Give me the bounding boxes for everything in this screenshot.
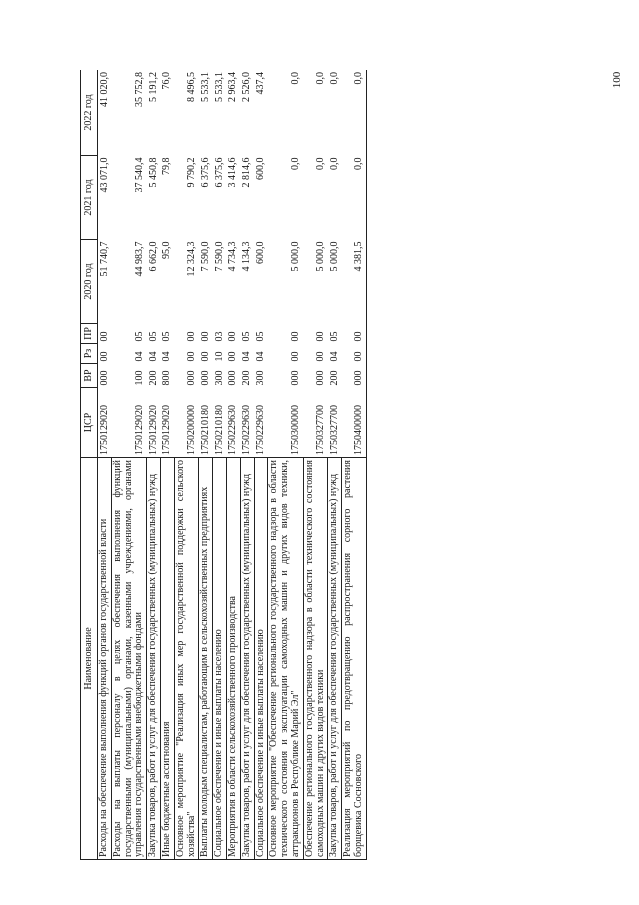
row-pr: 03 xyxy=(213,331,225,342)
row-name: Реализация мероприятий по предотвращению распространения сорного растения борщевика Сосновского xyxy=(342,458,367,860)
rotated-table xyxy=(80,70,610,860)
row-2022: 437,4 xyxy=(254,70,268,156)
row-rz: 04 xyxy=(328,351,340,362)
row-csr: 1750129020 xyxy=(133,405,145,455)
row-2022: 41 020,0 xyxy=(98,70,112,156)
row-2022: 8 496,5 xyxy=(174,70,199,156)
row-rz: 00 xyxy=(227,351,239,362)
row-name: Закупка товаров, работ и услуг для обеспечения государственных (муниципальных) нужд xyxy=(240,458,254,860)
table-row xyxy=(213,70,227,860)
row-name: Расходы на выплаты персоналу в целях обеспечения выполнения функций государственными (муниципальными) органами, казенными учреждениями, органами управления государственными внебюджетными фондами xyxy=(111,458,146,860)
row-2020: 7 590,0 xyxy=(213,241,225,272)
row-name: Закупка товаров, работ и услуг для обеспечения государственных (муниципальных) нужд xyxy=(328,458,342,860)
table-row xyxy=(111,70,146,860)
row-name: Мероприятия в области сельскохозяйственного производства xyxy=(226,458,240,860)
table-row xyxy=(303,70,328,860)
row-name: Обеспечение регионального государственного надзора в области технического состояния самоходных машин и других видов техники xyxy=(303,458,328,860)
row-2020: 4 134,3 xyxy=(241,241,253,272)
row-name: Основное мероприятие "Обеспечение регионального государственного надзора в области технического состояния и эксплуатации самоходных машин и других видов техники, аттракционов в Республике Марий Эл" xyxy=(268,458,303,860)
row-pr: 05 xyxy=(241,331,253,342)
table-row xyxy=(268,70,303,860)
row-csr: 1750300000 xyxy=(290,405,302,455)
row-2020: 4 381,5 xyxy=(342,240,367,324)
row-2020: 6 662,0 xyxy=(147,241,159,272)
row-2022: 5 191,2 xyxy=(147,70,161,156)
row-name: Основное мероприятие "Реализация иных мер государственной поддержки сельского хозяйства" xyxy=(174,458,199,860)
row-name: Расходы на обеспечение выполнения функций органов государственной власти xyxy=(98,458,112,860)
table-header-row xyxy=(81,70,98,860)
row-csr: 1750327700 xyxy=(315,405,327,455)
row-pr: 00 xyxy=(342,324,367,344)
row-2020: 600,0 xyxy=(255,241,267,264)
row-vr: 800 xyxy=(161,370,173,386)
row-csr: 1750129020 xyxy=(161,405,173,455)
row-2020: 5 000,0 xyxy=(328,241,340,272)
row-2022: 0,0 xyxy=(328,70,342,156)
row-2020: 5 000,0 xyxy=(290,241,302,272)
row-2021: 9 790,2 xyxy=(186,157,198,188)
header-2020: 2020 год xyxy=(81,240,98,324)
row-2022: 0,0 xyxy=(303,70,328,156)
budget-table xyxy=(80,70,367,860)
row-vr: 200 xyxy=(241,370,253,386)
row-rz: 04 xyxy=(133,351,145,362)
row-name: Иные бюджетные ассигнования xyxy=(160,458,174,860)
row-csr: 1750400000 xyxy=(342,388,367,458)
row-csr: 1750210180 xyxy=(213,405,225,455)
row-2022: 0,0 xyxy=(342,70,367,156)
row-2021: 0,0 xyxy=(315,157,327,170)
row-2021: 43 071,0 xyxy=(98,157,110,193)
row-2021: 6 375,6 xyxy=(199,157,211,188)
row-vr: 000 xyxy=(98,370,110,386)
header-2021: 2021 год xyxy=(81,156,98,240)
row-2021: 5 450,8 xyxy=(147,157,159,188)
row-vr: 000 xyxy=(342,364,367,388)
row-pr: 00 xyxy=(199,331,211,342)
row-pr: 05 xyxy=(328,331,340,342)
row-2022: 0,0 xyxy=(268,70,303,156)
table-row xyxy=(174,70,199,860)
row-2022: 35 752,8 xyxy=(111,70,146,156)
row-vr: 000 xyxy=(186,370,198,386)
row-rz: 00 xyxy=(199,351,211,362)
row-rz: 00 xyxy=(98,351,110,362)
row-vr: 300 xyxy=(255,370,267,386)
row-pr: 00 xyxy=(315,331,327,342)
row-csr: 1750327700 xyxy=(328,405,340,455)
row-2021: 79,8 xyxy=(161,157,173,175)
table-row xyxy=(254,70,268,860)
row-vr: 000 xyxy=(199,370,211,386)
row-vr: 000 xyxy=(227,370,239,386)
table-row xyxy=(160,70,174,860)
row-csr: 1750200000 xyxy=(186,405,198,455)
row-2021: 37 540,4 xyxy=(133,157,145,193)
row-name: Социальное обеспечение и иные выплаты населению xyxy=(213,458,227,860)
header-csr: ЦСР xyxy=(81,388,98,458)
row-vr: 000 xyxy=(290,370,302,386)
row-pr: 05 xyxy=(255,331,267,342)
row-2022: 2 526,0 xyxy=(240,70,254,156)
row-rz: 00 xyxy=(315,351,327,362)
row-pr: 05 xyxy=(147,331,159,342)
row-2021: 6 375,6 xyxy=(213,157,225,188)
row-2020: 12 324,3 xyxy=(186,241,198,277)
row-pr: 05 xyxy=(161,331,173,342)
row-csr: 1750210180 xyxy=(199,405,211,455)
header-2022: 2022 год xyxy=(81,70,98,156)
table-row xyxy=(240,70,254,860)
row-vr: 100 xyxy=(133,370,145,386)
row-2021: 2 814,6 xyxy=(241,157,253,188)
page-number: 100 xyxy=(611,71,623,89)
row-rz: 00 xyxy=(342,344,367,364)
row-rz: 04 xyxy=(147,351,159,362)
row-2020: 7 590,0 xyxy=(199,241,211,272)
row-vr: 200 xyxy=(147,370,159,386)
row-pr: 00 xyxy=(186,331,198,342)
table-row xyxy=(147,70,161,860)
row-rz: 04 xyxy=(161,351,173,362)
row-pr: 00 xyxy=(227,331,239,342)
row-2022: 5 533,1 xyxy=(213,70,227,156)
row-2020: 51 740,7 xyxy=(98,241,110,277)
row-2022: 5 533,1 xyxy=(199,70,213,156)
row-rz: 00 xyxy=(186,351,198,362)
row-2020: 5 000,0 xyxy=(315,241,327,272)
row-csr: 1750129020 xyxy=(98,405,110,455)
row-vr: 300 xyxy=(213,370,225,386)
row-2020: 44 983,7 xyxy=(133,241,145,277)
table-row xyxy=(342,70,367,860)
row-vr: 000 xyxy=(315,370,327,386)
header-vr: ВР xyxy=(81,364,98,388)
row-csr: 1750129020 xyxy=(147,405,159,455)
row-2021: 600,0 xyxy=(255,157,267,180)
table-row xyxy=(199,70,213,860)
row-pr: 05 xyxy=(133,331,145,342)
table-row xyxy=(226,70,240,860)
row-2021: 0,0 xyxy=(342,156,367,240)
row-2022: 76,0 xyxy=(160,70,174,156)
rotated-table-container xyxy=(80,70,610,860)
row-csr: 1750229630 xyxy=(255,405,267,455)
header-pr: ПР xyxy=(81,324,98,344)
row-rz: 00 xyxy=(290,351,302,362)
header-rz: Рз xyxy=(81,344,98,364)
row-pr: 00 xyxy=(98,331,110,342)
row-2022: 2 963,4 xyxy=(226,70,240,156)
row-vr: 200 xyxy=(328,370,340,386)
row-2021: 3 414,6 xyxy=(227,157,239,188)
row-csr: 1750229630 xyxy=(227,405,239,455)
row-pr: 00 xyxy=(290,331,302,342)
table-row xyxy=(98,70,112,860)
row-name: Социальное обеспечение и иные выплаты населению xyxy=(254,458,268,860)
row-rz: 04 xyxy=(241,351,253,362)
row-name: Закупка товаров, работ и услуг для обеспечения государственных (муниципальных) нужд xyxy=(147,458,161,860)
row-2020: 95,0 xyxy=(161,241,173,259)
row-2021: 0,0 xyxy=(290,157,302,170)
row-2020: 4 734,3 xyxy=(227,241,239,272)
row-rz: 10 xyxy=(213,351,225,362)
row-rz: 04 xyxy=(255,351,267,362)
row-2021: 0,0 xyxy=(328,157,340,170)
header-name: Наименование xyxy=(81,458,98,860)
table-row xyxy=(328,70,342,860)
row-name: Выплаты молодым специалистам, работающим в сельскохозяйственных предприятиях xyxy=(199,458,213,860)
row-csr: 1750229630 xyxy=(241,405,253,455)
